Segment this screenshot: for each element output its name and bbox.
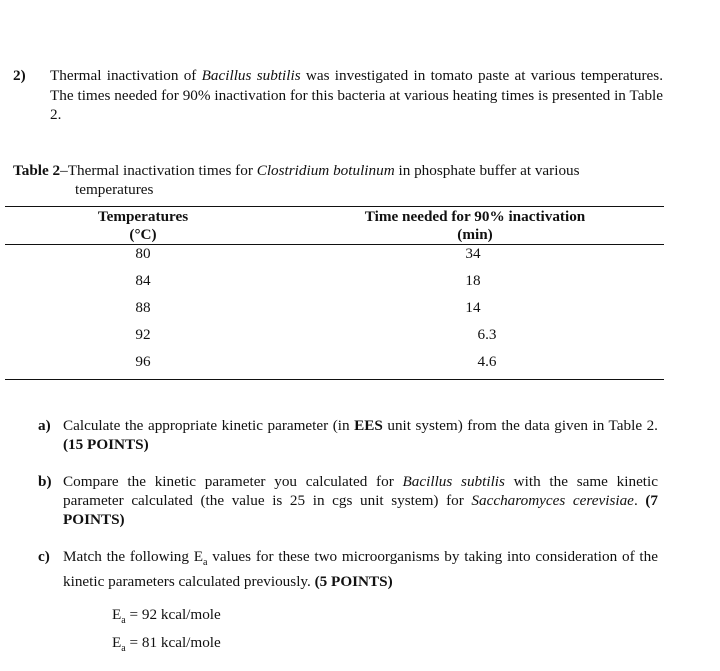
organism-name: Saccharomyces cerevisiae: [471, 492, 634, 509]
question-2: [13, 66, 663, 125]
question-number: 2): [13, 67, 26, 84]
table-caption: Table 2–Thermal inactivation times for Clostridium botulinum in phosphate buffer at various temperatures: [13, 161, 653, 199]
caption-continuation: temperatures: [75, 181, 154, 198]
organism-name: Clostridium botulinum: [256, 162, 395, 179]
table-cell-time: 6.3: [477, 326, 497, 343]
part-c: c) Match the following $E_a$ values for these two microorganisms by taking into consideration of the kinetic parameters calculated previously. (5 POINTS): [38, 548, 658, 591]
table-cell-temp: 96: [135, 353, 151, 370]
table-top-rule: [5, 206, 664, 207]
points: (7 POINTS): [63, 492, 658, 528]
organism-name: Bacillus subtilis: [201, 67, 301, 84]
question-text: Thermal inactivation of Bacillus subtilis was investigated in tomato paste at various temperatures. The times needed for 90% inactivation for this bacteria at various heating times is presented in Table 2.: [50, 67, 663, 123]
col-header-temperature: Temperatures (°C): [97, 208, 189, 243]
sub-questions: [38, 416, 658, 609]
table-cell-time: 14: [465, 299, 481, 316]
table-cell-temp: 80: [135, 245, 151, 262]
table-cell-time: 4.6: [477, 353, 497, 370]
table-cell-time: 34: [465, 245, 481, 262]
table-cell-temp: 92: [135, 326, 151, 343]
table-label: Table 2: [13, 162, 61, 179]
part-label: b): [38, 473, 52, 490]
points: (15 POINTS): [63, 436, 149, 453]
ea-value: $E_a = 81$ kcal/mole: [112, 634, 221, 655]
table-cell-temp: 88: [135, 299, 151, 316]
ea-value: $E_a = 92$ kcal/mole: [112, 606, 221, 627]
part-label: c): [38, 548, 50, 565]
table-cell-time: 18: [465, 272, 481, 289]
part-a: a) Calculate the appropriate kinetic parameter (in EES unit system) from the data given in Table 2. (15 POINTS): [38, 417, 658, 453]
part-label: a): [38, 417, 51, 434]
table-cell-temp: 84: [135, 272, 151, 289]
organism-name: Bacillus subtilis: [402, 473, 505, 490]
part-b: b) Compare the kinetic parameter you calculated for Bacillus subtilis with the same kinetic parameter calculated (the value is 25 in cgs unit system) for Saccharomyces cerevisiae. (7 POINTS): [38, 473, 658, 528]
table-bottom-rule: [5, 379, 664, 380]
col-header-time: Time needed for 90% inactivation (min): [364, 208, 586, 243]
points: (5 POINTS): [314, 573, 393, 591]
